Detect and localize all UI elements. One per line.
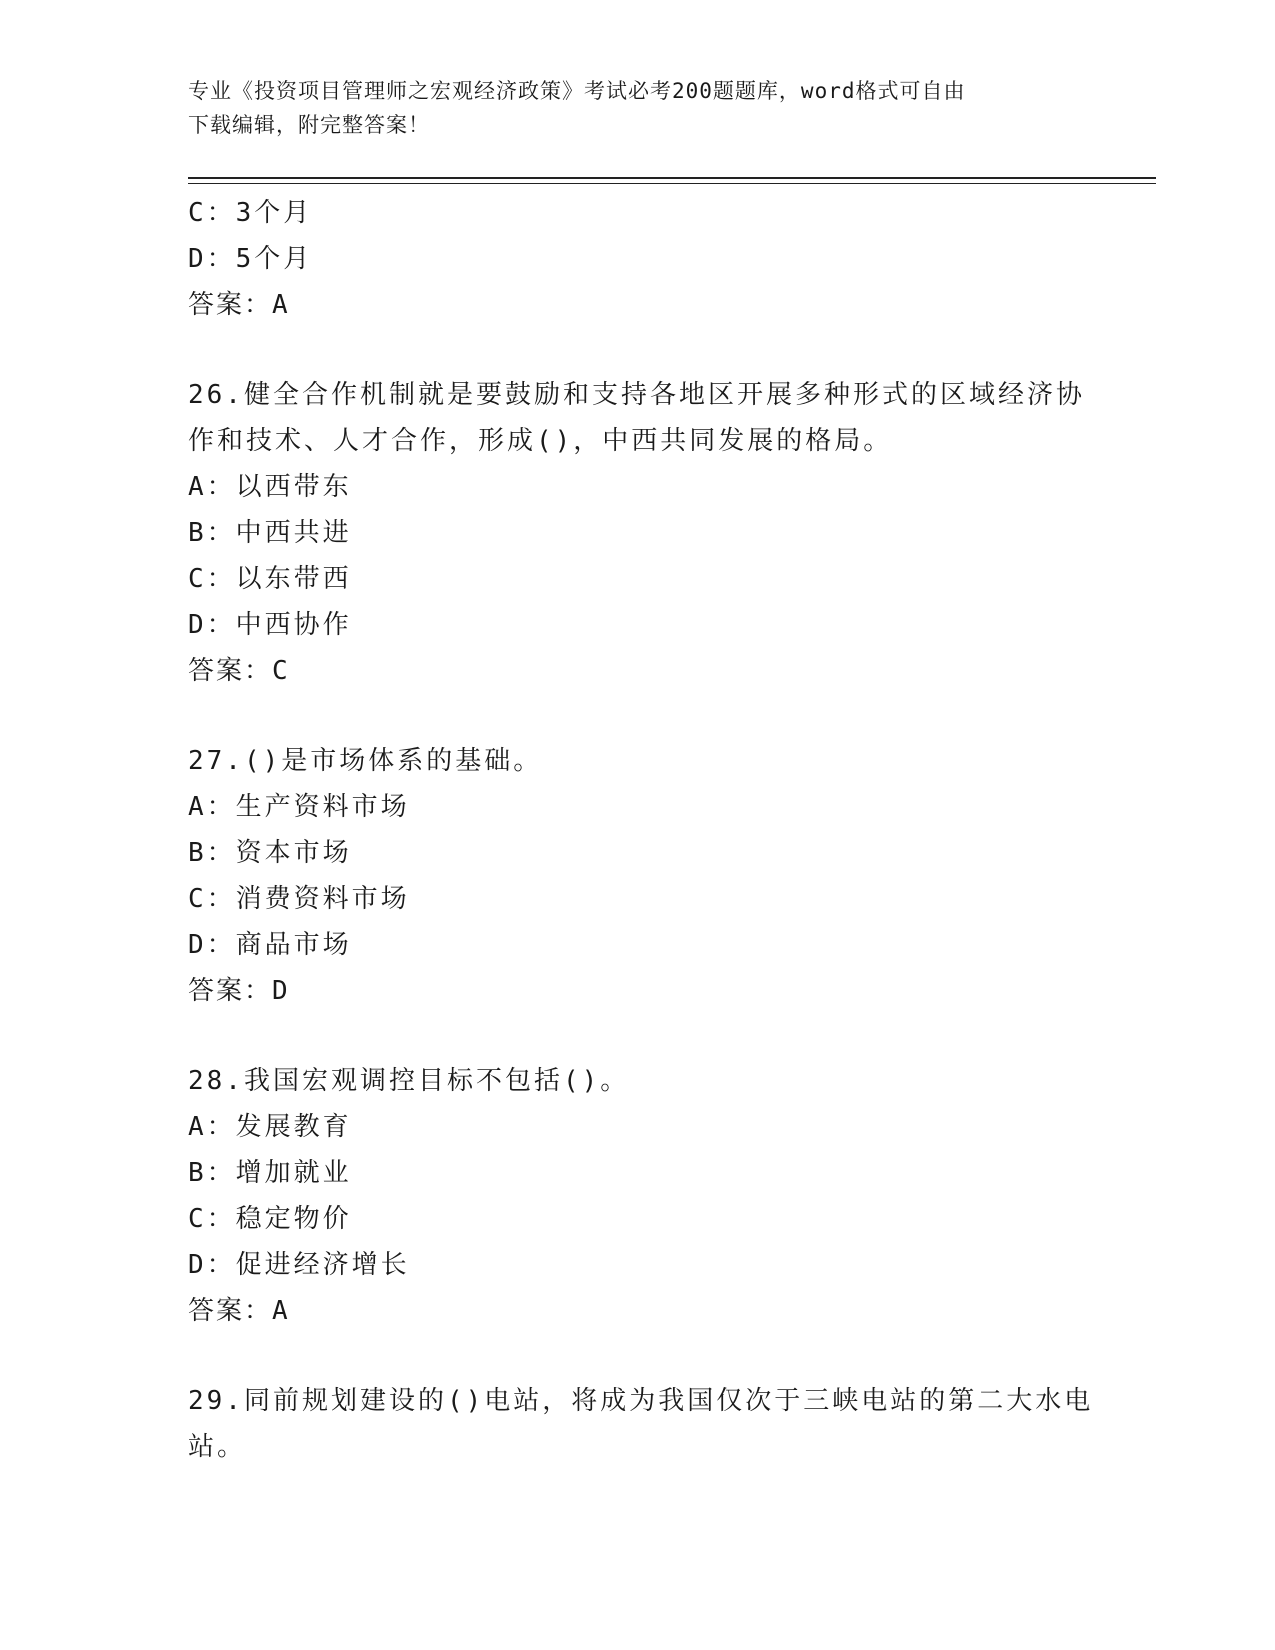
question-block-28: [188, 1058, 1088, 1334]
question-stem-line-2: 站。: [188, 1432, 247, 1462]
option-a: A：发展教育: [188, 1112, 352, 1142]
option-d: D：5个月: [188, 244, 313, 274]
option-c: C：稳定物价: [188, 1204, 352, 1234]
header-rule-thin: [188, 183, 1156, 184]
question-stem-line-2: 作和技术、人才合作，形成()，中西共同发展的格局。: [188, 426, 893, 456]
header-rule-thick: [188, 177, 1156, 179]
question-block-27: [188, 738, 1088, 1014]
option-a: A：生产资料市场: [188, 792, 410, 822]
option-a: A：以西带东: [188, 472, 352, 502]
option-c: C：3个月: [188, 198, 313, 228]
answer-line: 答案：A: [188, 290, 288, 320]
question-stem-line-1: 26.健全合作机制就是要鼓励和支持各地区开展多种形式的区域经济协: [188, 380, 1085, 410]
option-c: C：以东带西: [188, 564, 352, 594]
question-stem-line-1: 27.()是市场体系的基础。: [188, 746, 543, 776]
header-line-1: 专业《投资项目管理师之宏观经济政策》考试必考200题题库，word格式可自由: [188, 79, 966, 103]
document-header: [188, 74, 1068, 142]
answer-line: 答案：A: [188, 1296, 288, 1326]
option-b: B：资本市场: [188, 838, 352, 868]
option-b: B：中西共进: [188, 518, 352, 548]
option-d: D：商品市场: [188, 930, 352, 960]
option-d: D：促进经济增长: [188, 1250, 410, 1280]
question-block-26: [188, 372, 1088, 694]
question-block-29: [188, 1378, 1094, 1470]
option-b: B：增加就业: [188, 1158, 352, 1188]
question-stem-line-1: 28.我国宏观调控目标不包括()。: [188, 1066, 630, 1096]
answer-line: 答案：D: [188, 976, 288, 1006]
question-stem-line-1: 29.同前规划建设的()电站，将成为我国仅次于三峡电站的第二大水电: [188, 1386, 1094, 1416]
question-block-25: [188, 190, 1088, 328]
option-c: C：消费资料市场: [188, 884, 410, 914]
option-d: D：中西协作: [188, 610, 352, 640]
question-content: [188, 190, 1094, 1470]
header-line-2: 下载编辑，附完整答案！: [188, 113, 430, 137]
answer-line: 答案：C: [188, 656, 288, 686]
